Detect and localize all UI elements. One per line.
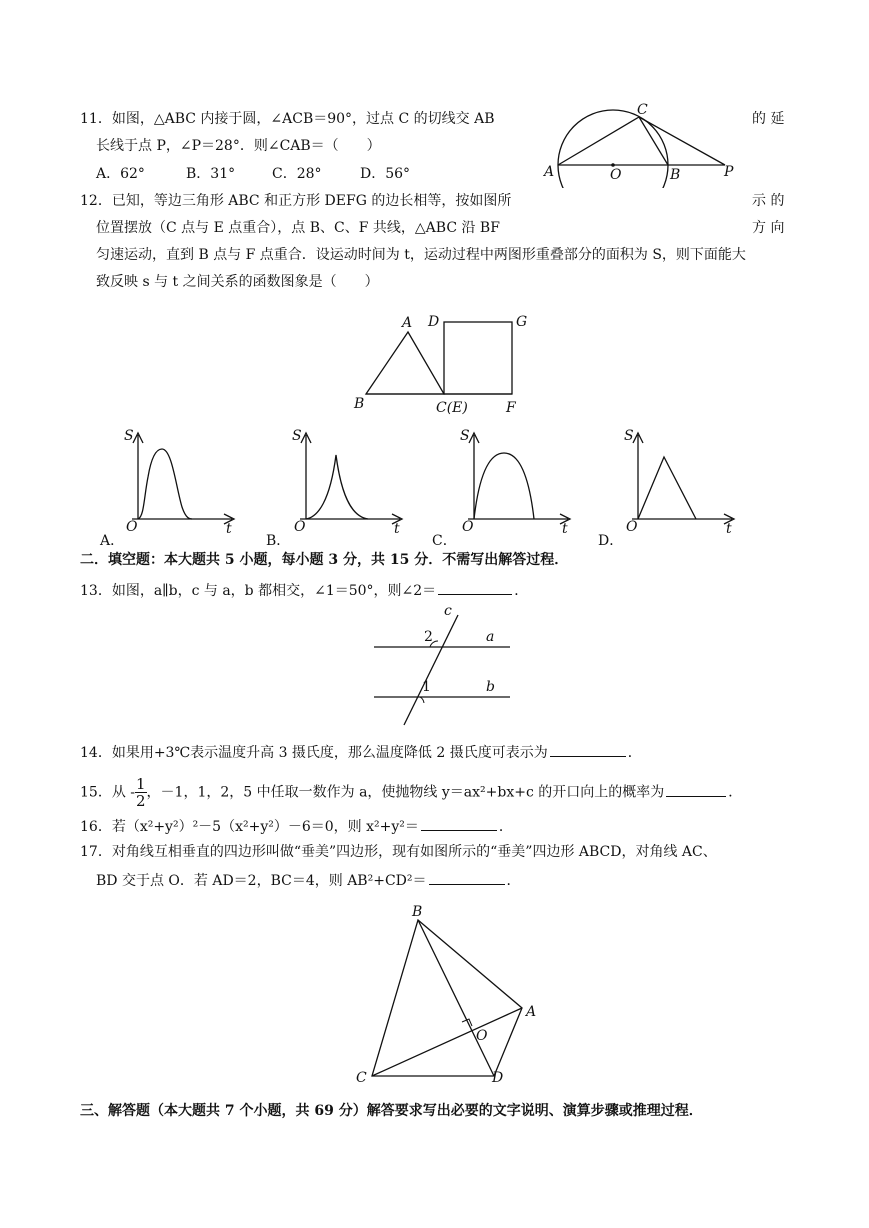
label-t: t — [394, 521, 400, 537]
label-1: 1 — [422, 679, 431, 695]
triangle-abc — [366, 332, 444, 394]
q15-fraction-num: 1 — [136, 775, 146, 793]
q15-fraction — [135, 776, 147, 809]
section-3-heading: 三、解答题（本大题共 7 个小题，共 69 分）解答要求写出必要的文字说明、演算步骤或推理过程． — [80, 1103, 703, 1119]
q13-parallel-lines-figure — [368, 603, 518, 728]
q11-line1: 11．如图，△ABC 内接于圆，∠ACB＝90°，过点 C 的切线交 AB — [80, 111, 495, 127]
q15-fraction-den: 2 — [136, 792, 146, 810]
label-c: C — [356, 1070, 367, 1086]
q15-answer-blank[interactable] — [666, 782, 726, 797]
square-defg — [444, 322, 512, 394]
q11-option-d: D．56° — [360, 166, 411, 182]
curve-a — [138, 449, 192, 519]
label-c: c — [444, 603, 452, 619]
q11-line1-tail: 的 延 — [752, 111, 785, 127]
q11-option-a: A．62° — [96, 166, 145, 182]
label-o: O — [126, 519, 138, 535]
q12-line1-tail: 示 的 — [752, 193, 785, 209]
q17-line2 — [96, 870, 521, 890]
label-o: O — [626, 519, 638, 535]
q17-quadrilateral-figure — [350, 900, 550, 1090]
label-g: G — [516, 314, 528, 330]
curve-c — [474, 453, 534, 519]
q14-answer-blank[interactable] — [550, 742, 626, 757]
q12-graph-a — [120, 427, 245, 537]
right-angle-mark — [462, 1019, 472, 1026]
q12-line2-tail: 方 向 — [752, 220, 785, 236]
q15-text: ，－1，1，2，5 中任取一数作为 a，使抛物线 y＝ax²+bx+c 的开口向上的概率为 — [146, 784, 665, 801]
label-b: B — [354, 396, 365, 412]
q11-option-b: B．31° — [186, 166, 236, 182]
q13-line — [80, 580, 528, 600]
q14-line — [80, 742, 642, 762]
label-a: A — [526, 1004, 537, 1020]
label-o: O — [294, 519, 306, 535]
segment-ac — [558, 117, 639, 165]
q17-line1: 17．对角线互相垂直的四边形叫做“垂美”四边形，现有如图所示的“垂美”四边形 ABCD，对角线 AC、 — [80, 844, 717, 860]
label-p: P — [724, 164, 734, 180]
q17-end: ． — [506, 873, 521, 889]
q12-graph-c — [456, 427, 581, 537]
q12-option-b: B． — [266, 533, 291, 549]
curve-b — [306, 455, 368, 519]
label-s: S — [624, 428, 634, 444]
q15-end: ． — [728, 784, 743, 801]
label-b: b — [486, 679, 495, 695]
label-d: D — [428, 314, 440, 330]
angle-1-arc — [420, 697, 424, 703]
q12-option-d: D． — [598, 533, 624, 549]
tangent-cp — [639, 117, 725, 165]
label-a: A — [544, 164, 555, 180]
q15-line — [80, 776, 742, 809]
q11-option-c: C．28° — [272, 166, 322, 182]
label-s: S — [124, 428, 134, 444]
label-o: O — [476, 1028, 488, 1044]
label-t: t — [726, 521, 732, 537]
section-2-heading: 二．填空题：本大题共 5 小题，每小题 3 分，共 15 分．不需写出解答过程． — [80, 552, 569, 568]
q12-option-c: C． — [432, 533, 457, 549]
label-c: C — [637, 102, 648, 118]
label-2: 2 — [424, 629, 433, 645]
label-s: S — [292, 428, 302, 444]
q12-triangle-square-figure — [350, 308, 530, 418]
label-f: F — [506, 400, 516, 416]
label-ce: C(E) — [436, 400, 468, 416]
label-b: B — [670, 167, 681, 183]
label-o: O — [610, 167, 622, 183]
q12-line3: 匀速运动，直到 B 点与 F 点重合．设运动时间为 t，运动过程中两图形重叠部分的面积为 S，则下面能大 — [96, 247, 746, 263]
label-a: a — [486, 629, 495, 645]
q17-text: BD 交于点 O．若 AD＝2，BC＝4，则 AB²+CD²＝ — [96, 873, 427, 889]
q12-line4: 致反映 s 与 t 之间关系的函数图象是（ ） — [96, 274, 379, 290]
q17-answer-blank[interactable] — [429, 870, 505, 885]
q14-end: ． — [627, 745, 642, 761]
q11-line2: 长线于点 P，∠P＝28°．则∠CAB＝（ ） — [96, 138, 381, 154]
q12-option-a: A． — [100, 533, 125, 549]
q15-prefix: 15．从 - — [80, 784, 135, 801]
q13-end: ． — [514, 583, 529, 599]
q13-text: 13．如图，a∥b，c 与 a，b 都相交，∠1＝50°，则∠2＝ — [80, 583, 437, 599]
q12-graph-d — [620, 427, 745, 537]
label-a: A — [402, 315, 413, 331]
label-t: t — [562, 521, 568, 537]
q12-graph-b — [288, 427, 413, 537]
label-t: t — [226, 521, 232, 537]
label-o: O — [462, 519, 474, 535]
q13-answer-blank[interactable] — [438, 580, 512, 595]
quad-abcd — [372, 920, 522, 1076]
label-d: D — [492, 1070, 504, 1086]
q16-line — [80, 816, 513, 836]
q12-line1: 12．已知，等边三角形 ABC 和正方形 DEFG 的边长相等，按如图所 — [80, 193, 512, 209]
q14-text: 14．如果用+3℃表示温度升高 3 摄氏度，那么温度降低 2 摄氏度可表示为 — [80, 745, 548, 761]
q16-answer-blank[interactable] — [421, 816, 497, 831]
curve-d — [638, 457, 696, 519]
q16-text: 16．若（x²+y²）²－5（x²+y²）－6＝0，则 x²+y²＝ — [80, 819, 419, 835]
diagonal-ac — [372, 1008, 522, 1076]
label-s: S — [460, 428, 470, 444]
segment-cb — [639, 117, 668, 165]
label-b: B — [412, 904, 423, 920]
diagonal-bd — [418, 920, 494, 1076]
q12-line2: 位置摆放（C 点与 E 点重合），点 B、C、F 共线，△ABC 沿 BF — [96, 220, 500, 236]
q16-end: ． — [498, 819, 513, 835]
q11-circle-figure — [540, 98, 750, 188]
